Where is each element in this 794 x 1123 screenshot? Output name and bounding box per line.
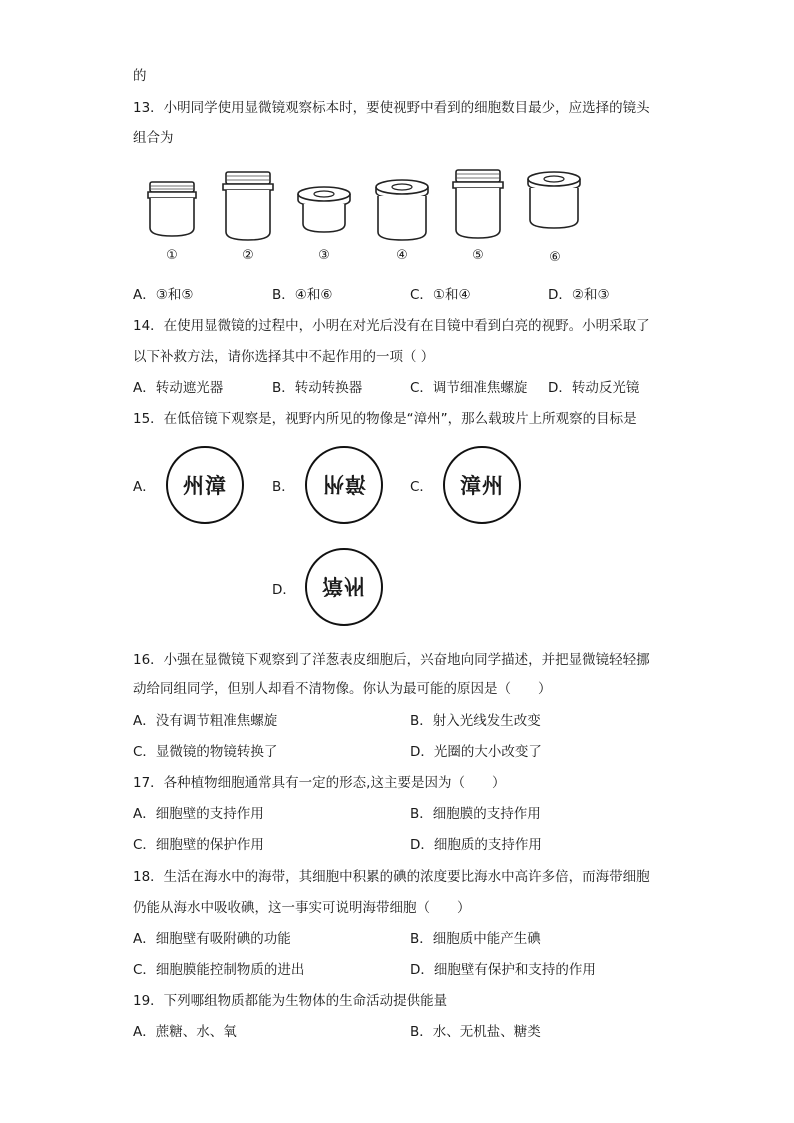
q19-stem-line1: 19．下列哪组物质都能为生物体的生命活动提供能量 (133, 993, 448, 1009)
lens-1-label: ① (166, 248, 178, 263)
q16-option-c[interactable]: C．显微镜的物镜转换了 (133, 744, 278, 760)
q16-option-b[interactable]: B．射入光线发生改变 (410, 713, 541, 729)
q18-stem-line2: 仍能从海水中吸收碘，这一事实可说明海带细胞（ ） (133, 900, 471, 916)
q18-option-c[interactable]: C．细胞膜能控制物质的进出 (133, 962, 305, 978)
q16-option-a[interactable]: A．没有调节粗准焦螺旋 (133, 713, 278, 729)
q18-stem-line1: 18．生活在海水中的海带，其细胞中积累的碘的浓度要比海水中高许多倍，而海带细胞 (133, 869, 650, 885)
lens-6-objective-icon (526, 170, 582, 234)
q15-option-d-letter[interactable]: D． (272, 582, 296, 598)
lens-4-label: ④ (396, 248, 408, 263)
q15-option-a-letter[interactable]: A． (133, 479, 156, 495)
q19-option-b[interactable]: B．水、无机盐、糖类 (410, 1024, 541, 1040)
q14-option-c[interactable]: C．调节细准焦螺旋 (410, 380, 528, 396)
q16-stem-line1: 16．小强在显微镜下观察到了洋葱表皮细胞后，兴奋地向同学描述，并把显微镜轻轻挪 (133, 652, 650, 668)
lens-5-eyepiece-icon (450, 168, 506, 240)
lens-3-label: ③ (318, 248, 330, 263)
q15-option-c-text: 漳州 (460, 473, 504, 498)
q18-option-d[interactable]: D．细胞壁有保护和支持的作用 (410, 962, 596, 978)
q13-option-a[interactable]: A．③和⑤ (133, 287, 194, 303)
q15-option-a-text: 州漳 (183, 473, 227, 498)
q15-option-d-circle[interactable] (305, 548, 383, 626)
q17-stem-line1: 17．各种植物细胞通常具有一定的形态,这主要是因为（ ） (133, 775, 506, 791)
q15-option-b-circle[interactable] (305, 446, 383, 524)
q19-option-a[interactable]: A．蔗糖、水、氧 (133, 1024, 237, 1040)
q18-option-b[interactable]: B．细胞质中能产生碘 (410, 931, 541, 947)
lens-3-objective-icon (296, 184, 352, 236)
q14-option-b[interactable]: B．转动转换器 (272, 380, 363, 396)
q18-option-a[interactable]: A．细胞壁有吸附碘的功能 (133, 931, 291, 947)
q14-stem-line2: 以下补救方法，请你选择其中不起作用的一项（ ） (133, 349, 435, 365)
q13-stem-line2: 组合为 (133, 130, 174, 146)
q15-option-a-circle[interactable] (166, 446, 244, 524)
q17-option-a[interactable]: A．细胞壁的支持作用 (133, 806, 264, 822)
q15-stem-line1: 15．在低倍镜下观察是，视野内所见的物像是“漳州”，那么载玻片上所观察的目标是 (133, 411, 637, 427)
q15-option-c-letter[interactable]: C． (410, 479, 433, 495)
q17-option-d[interactable]: D．细胞质的支持作用 (410, 837, 542, 853)
lens-2-eyepiece-icon (220, 170, 276, 242)
q15-option-c-circle[interactable] (443, 446, 521, 524)
q15-option-b-text: 漳州 (322, 472, 366, 497)
q13-option-c[interactable]: C．①和④ (410, 287, 471, 303)
q13-stem-line1: 13．小明同学使用显微镜观察标本时，要使视野中看到的细胞数目最少，应选择的镜头 (133, 100, 650, 116)
lens-4-objective-icon (374, 178, 430, 242)
lens-5-label: ⑤ (472, 248, 484, 263)
q15-option-b-letter[interactable]: B． (272, 479, 295, 495)
q13-option-b[interactable]: B．④和⑥ (272, 287, 333, 303)
top-fragment: 的 (133, 68, 147, 84)
q14-stem-line1: 14．在使用显微镜的过程中，小明在对光后没有在目镜中看到白亮的视野。小明采取了 (133, 318, 650, 334)
q16-option-d[interactable]: D．光圈的大小改变了 (410, 744, 542, 760)
lens-2-label: ② (242, 248, 254, 263)
q16-stem-line2: 动给同组同学，但别人却看不清物像。你认为最可能的原因是（ ） (133, 681, 552, 697)
q14-option-d[interactable]: D．转动反光镜 (548, 380, 640, 396)
lens-1-eyepiece-icon (144, 178, 200, 240)
q17-option-b[interactable]: B．细胞膜的支持作用 (410, 806, 541, 822)
lens-6-label: ⑥ (549, 250, 561, 265)
q15-option-d-text: 漳州 (322, 574, 366, 599)
q14-option-a[interactable]: A．转动遮光器 (133, 380, 224, 396)
q17-option-c[interactable]: C．细胞壁的保护作用 (133, 837, 264, 853)
q13-option-d[interactable]: D．②和③ (548, 287, 610, 303)
